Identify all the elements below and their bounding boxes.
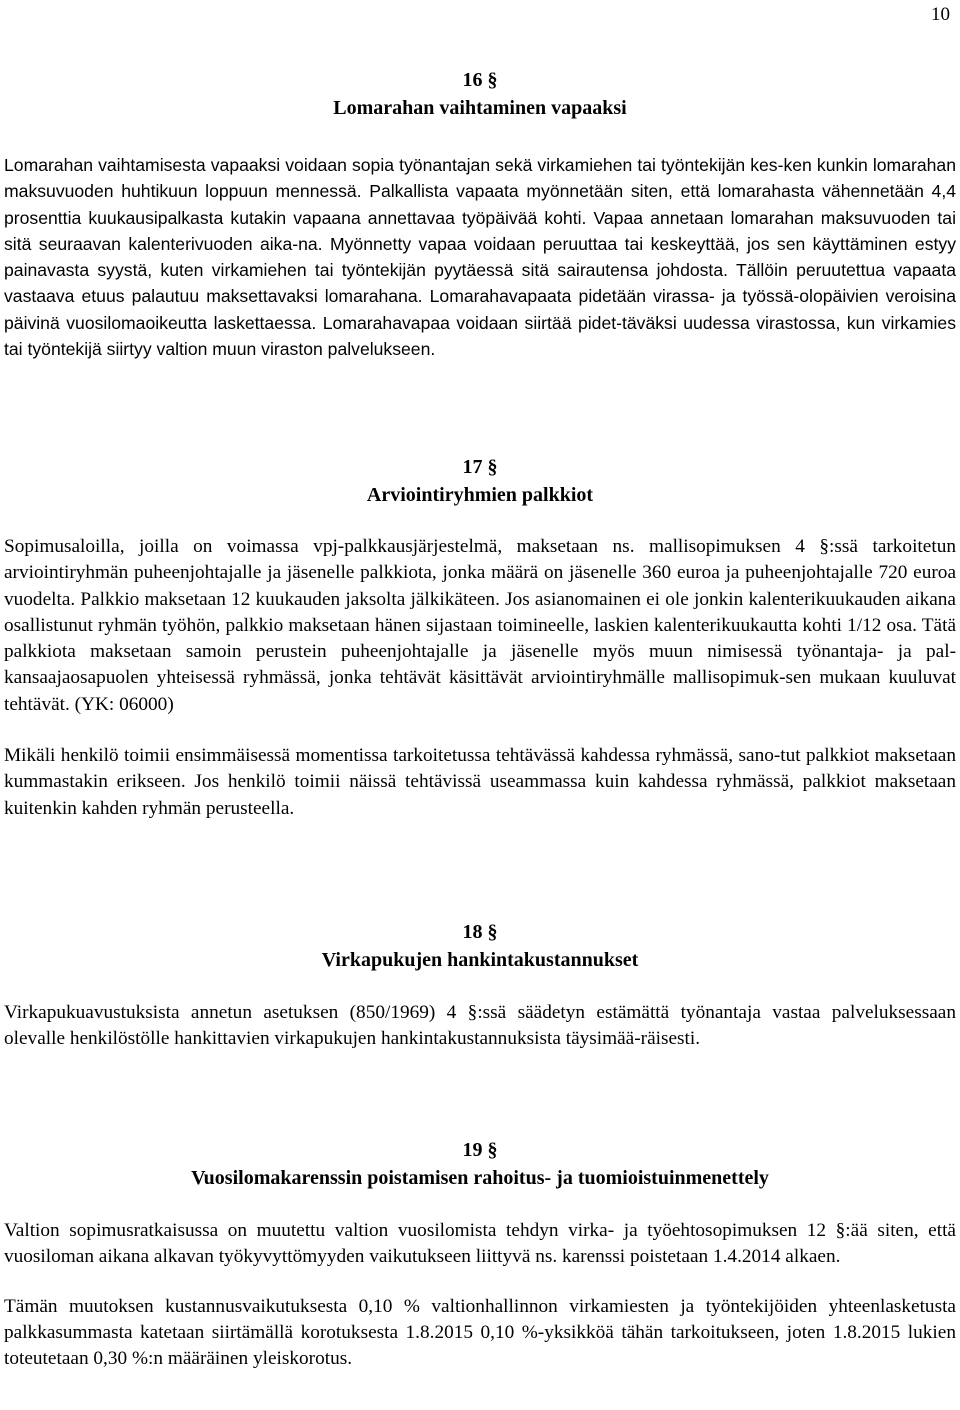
paragraph: Virkapukuavustuksista annetun asetuksen (850/1969) 4 §:ssä säädetyn estämättä työnantaja vastaa palveluksessaan olevalle henkilöstölle hankittavien virkapukujen hankintakustannuksista täysimää-räisesti. <box>4 1002 956 1050</box>
section-number: 16 § <box>462 69 498 91</box>
section-title: Virkapukujen hankintakustannukset <box>321 949 639 971</box>
section-heading <box>4 66 956 122</box>
paragraph: Lomarahan vaihtamisesta vapaaksi voidaan sopia työnantajan sekä virkamiehen tai työntekijän kes-ken kunkin lomarahan maksuvuoden huhtikuun loppuun mennessä. Palkallista vapaata myönnetään siten, että lomarahasta vähennetään 4,4 prosenttia kuukausipalkasta kutakin vapaana annettavaa työpäivää kohti. Vapaa annetaan lomarahan maksuvuoden tai sitä seuraavan kalenterivuoden aika-na. Myönnetty vapaa voidaan peruuttaa tai keskeyttää, jos sen käyttäminen estyy painavasta syystä, kuten virkamiehen tai työntekijän pyytäessä sitä sairautensa johdosta. Tällöin peruutettua vapaata vastaava etuus palautuu maksettavaksi lomarahana. Lomarahavapaata pidetään virassa- ja työssä-olopäivien veroisina päivinä vuosilomaoikeutta laskettaessa. Lomarahavapaa voidaan siirtää pidet-täväksi uudessa virastossa, kun virkamies tai työntekijä siirtyy valtion muun viraston palvelukseen. <box>4 155 956 360</box>
section-19 <box>4 1136 956 1372</box>
section-heading <box>4 1136 956 1192</box>
section-16 <box>4 66 956 362</box>
paragraph: Mikäli henkilö toimii ensimmäisessä momentissa tarkoitetussa tehtävässä kahdessa ryhmässä, sano-tut palkkiot maksetaan kummastakin erikseen. Jos henkilö toimii näissä tehtävissä useammassa kuin kahdessa ryhmässä, palkkiot maksetaan kuitenkin kahden ryhmän perusteella. <box>4 745 956 819</box>
section-number: 18 § <box>462 921 498 943</box>
page-number: 10 <box>931 4 950 25</box>
paragraph: Valtion sopimusratkaisussa on muutettu valtion vuosilomista tehdyn virka- ja työehtosopimuksen 12 §:ää siten, että vuosiloman aikana alkavan työkyvyttömyyden vaikutukseen liittyvä ns. karenssi poistetaan 1.4.2014 alkaen. <box>4 1220 956 1268</box>
paragraph: Tämän muutoksen kustannusvaikutuksesta 0,10 % valtionhallinnon virkamiesten ja työntekijöiden yhteenlasketusta palkkasummasta katetaan siirtämällä korotuksesta 1.8.2015 0,10 %-yksikköä tähän tarkoitukseen, joten 1.8.2015 lukien toteutetaan 0,30 %:n määräinen yleiskorotus. <box>4 1295 956 1370</box>
section-number: 17 § <box>462 456 498 478</box>
section-title: Vuosilomakarenssin poistamisen rahoitus- ja tuomioistuinmenettely <box>191 1167 769 1189</box>
section-title: Lomarahan vaihtaminen vapaaksi <box>333 97 627 119</box>
section-number: 19 § <box>462 1139 498 1161</box>
section-heading <box>4 453 956 509</box>
section-title: Arviointiryhmien palkkiot <box>366 484 594 506</box>
section-18 <box>4 918 956 1053</box>
section-17 <box>4 453 956 822</box>
section-heading <box>4 918 956 974</box>
paragraph: Sopimusaloilla, joilla on voimassa vpj-palkkausjärjestelmä, maksetaan ns. mallisopimuksen 4 §:ssä tarkoitetun arviointiryhmän puheenjohtajalle ja jäsenelle palkkiota, jonka määrä on jäsenelle 360 euroa ja puheenjohtajalle 720 euroa vuodelta. Palkkio maksetaan 12 kuukauden jaksolta jälkikäteen. Jos asianomainen ei ole jonkin kalenterikuukauden aikana osallistunut ryhmän työhön, palkkio maksetaan hänen sijastaan toimineelle, laskien kalenterikuukautta kohti 1/12 osa. Tätä palkkiota maksetaan samoin perustein puheenjohtajalle ja jäsenelle myös muun nimisessä työnantaja- ja pal-kansaajaosapuolen yhteisessä ryhmässä, jonka tehtävät käsittävät arviointiryhmälle mallisopimuk-sen mukaan kuuluvat tehtävät. (YK: 06000) <box>4 536 956 715</box>
